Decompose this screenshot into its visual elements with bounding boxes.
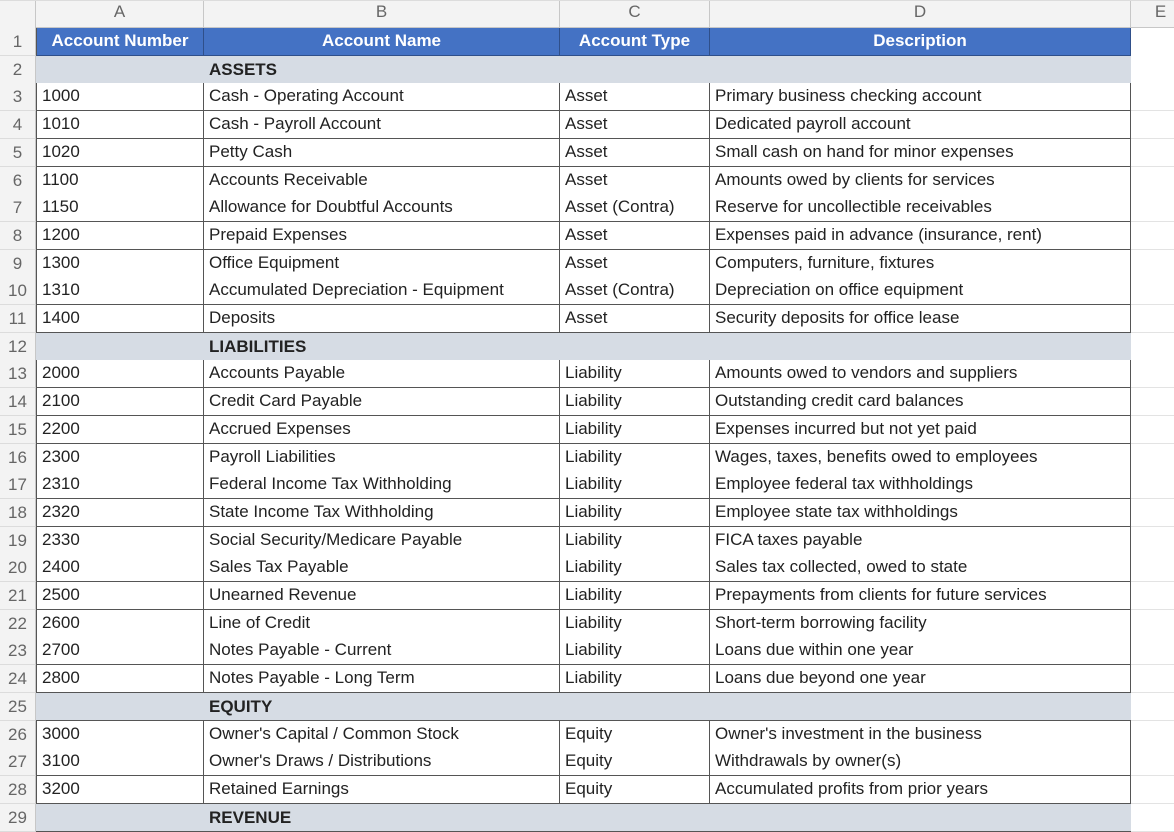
account-type-cell[interactable]: Equity: [560, 776, 710, 804]
row-number[interactable]: 29: [0, 804, 36, 832]
row-number[interactable]: 15: [0, 416, 36, 444]
account-type-cell[interactable]: Liability: [560, 360, 710, 388]
column-header-a[interactable]: A: [36, 1, 204, 29]
account-name-cell[interactable]: Line of Credit: [204, 610, 560, 638]
account-type-cell[interactable]: Equity: [560, 748, 710, 776]
section-row: [0, 804, 1174, 832]
account-number-cell[interactable]: 2330: [36, 527, 204, 555]
table-row: [0, 582, 1174, 610]
row-number[interactable]: 25: [0, 693, 36, 721]
row-number[interactable]: 11: [0, 305, 36, 333]
empty-cell[interactable]: [1131, 721, 1174, 749]
account-number-cell[interactable]: 3000: [36, 721, 204, 749]
row-number[interactable]: 20: [0, 554, 36, 582]
account-name-cell[interactable]: Office Equipment: [204, 250, 560, 278]
table-row: [0, 388, 1174, 416]
account-type-cell[interactable]: Asset: [560, 222, 710, 250]
empty-cell[interactable]: [1131, 693, 1174, 721]
account-type-cell[interactable]: Asset: [560, 83, 710, 111]
table-row: [0, 222, 1174, 250]
account-number-cell[interactable]: 1310: [36, 277, 204, 305]
description-cell[interactable]: Primary business checking account: [710, 83, 1131, 111]
account-name-cell[interactable]: Deposits: [204, 305, 560, 333]
description-cell[interactable]: Withdrawals by owner(s): [710, 748, 1131, 776]
account-type-cell[interactable]: Asset (Contra): [560, 277, 710, 305]
table-row: [0, 776, 1174, 804]
description-cell[interactable]: Reserve for uncollectible receivables: [710, 194, 1131, 222]
description-cell[interactable]: Wages, taxes, benefits owed to employees: [710, 444, 1131, 472]
account-number-cell[interactable]: 3100: [36, 748, 204, 776]
empty-cell[interactable]: [1131, 444, 1174, 472]
table-row: [0, 748, 1174, 776]
empty-cell[interactable]: [1131, 665, 1174, 693]
table-row: [0, 637, 1174, 665]
description-cell[interactable]: Small cash on hand for minor expenses: [710, 139, 1131, 167]
table-row: [0, 499, 1174, 527]
account-name-cell[interactable]: Allowance for Doubtful Accounts: [204, 194, 560, 222]
row-number[interactable]: 10: [0, 277, 36, 305]
column-header-e[interactable]: E: [1131, 1, 1174, 29]
header-account-name[interactable]: Account Name: [204, 28, 560, 56]
row-number[interactable]: 7: [0, 194, 36, 222]
select-all-corner[interactable]: [0, 1, 36, 29]
empty-cell[interactable]: [1131, 277, 1174, 305]
account-type-cell[interactable]: Liability: [560, 637, 710, 665]
empty-cell[interactable]: [1131, 748, 1174, 776]
empty-cell[interactable]: [1131, 388, 1174, 416]
account-name-cell[interactable]: Notes Payable - Long Term: [204, 665, 560, 693]
section-cell-blank[interactable]: [36, 56, 204, 84]
account-number-cell[interactable]: 2600: [36, 610, 204, 638]
empty-cell[interactable]: [1131, 637, 1174, 665]
empty-cell[interactable]: [1131, 56, 1174, 84]
empty-cell[interactable]: [1131, 582, 1174, 610]
account-type-cell[interactable]: Liability: [560, 471, 710, 499]
table-row: [0, 444, 1174, 472]
account-number-cell[interactable]: 1200: [36, 222, 204, 250]
row-number[interactable]: 22: [0, 610, 36, 638]
account-number-cell[interactable]: 2310: [36, 471, 204, 499]
empty-cell[interactable]: [1131, 305, 1174, 333]
account-number-cell[interactable]: 1150: [36, 194, 204, 222]
row-number[interactable]: 1: [0, 28, 36, 56]
description-cell[interactable]: Prepayments from clients for future services: [710, 582, 1131, 610]
account-name-cell[interactable]: Accrued Expenses: [204, 416, 560, 444]
row-number[interactable]: 5: [0, 139, 36, 167]
column-header-d[interactable]: D: [710, 1, 1131, 29]
table-row: [0, 277, 1174, 305]
empty-cell[interactable]: [1131, 610, 1174, 638]
description-cell[interactable]: Employee state tax withholdings: [710, 499, 1131, 527]
section-title[interactable]: ASSETS: [204, 56, 1131, 84]
account-number-cell[interactable]: 1300: [36, 250, 204, 278]
row-number[interactable]: 9: [0, 250, 36, 278]
row-number[interactable]: 18: [0, 499, 36, 527]
account-type-cell[interactable]: Liability: [560, 444, 710, 472]
account-name-cell[interactable]: Accounts Receivable: [204, 167, 560, 195]
row-number[interactable]: 4: [0, 111, 36, 139]
account-type-cell[interactable]: Liability: [560, 527, 710, 555]
description-cell[interactable]: Outstanding credit card balances: [710, 388, 1131, 416]
account-number-cell[interactable]: 2800: [36, 665, 204, 693]
account-type-cell[interactable]: Asset: [560, 167, 710, 195]
account-number-cell[interactable]: 1000: [36, 83, 204, 111]
description-cell[interactable]: Loans due within one year: [710, 637, 1131, 665]
column-header-b[interactable]: B: [204, 1, 560, 29]
header-account-type[interactable]: Account Type: [560, 28, 710, 56]
empty-cell[interactable]: [1131, 804, 1174, 832]
account-number-cell[interactable]: 1400: [36, 305, 204, 333]
table-row: [0, 167, 1174, 195]
table-row: [0, 471, 1174, 499]
row-number[interactable]: 24: [0, 665, 36, 693]
table-row: [0, 665, 1174, 693]
row-number[interactable]: 28: [0, 776, 36, 804]
row-number[interactable]: 3: [0, 83, 36, 111]
empty-cell[interactable]: [1131, 527, 1174, 555]
row-number[interactable]: 2: [0, 56, 36, 84]
row-number[interactable]: 8: [0, 222, 36, 250]
table-row: [0, 721, 1174, 749]
account-type-cell[interactable]: Asset: [560, 305, 710, 333]
description-cell[interactable]: Security deposits for office lease: [710, 305, 1131, 333]
account-type-cell[interactable]: Liability: [560, 582, 710, 610]
empty-cell[interactable]: [1131, 139, 1174, 167]
description-cell[interactable]: Sales tax collected, owed to state: [710, 554, 1131, 582]
table-row: [0, 527, 1174, 555]
description-cell[interactable]: Expenses paid in advance (insurance, rent): [710, 222, 1131, 250]
account-type-cell[interactable]: Liability: [560, 416, 710, 444]
row-number[interactable]: 14: [0, 388, 36, 416]
table-row: [0, 83, 1174, 111]
table-row: [0, 305, 1174, 333]
description-cell[interactable]: Depreciation on office equipment: [710, 277, 1131, 305]
account-number-cell[interactable]: 2000: [36, 360, 204, 388]
account-name-cell[interactable]: Prepaid Expenses: [204, 222, 560, 250]
row-number[interactable]: 19: [0, 527, 36, 555]
account-name-cell[interactable]: Owner's Draws / Distributions: [204, 748, 560, 776]
account-name-cell[interactable]: Petty Cash: [204, 139, 560, 167]
empty-cell[interactable]: [1131, 499, 1174, 527]
table-row: [0, 416, 1174, 444]
account-number-cell[interactable]: 2100: [36, 388, 204, 416]
row-number[interactable]: 21: [0, 582, 36, 610]
account-number-cell[interactable]: 3200: [36, 776, 204, 804]
empty-cell[interactable]: [1131, 554, 1174, 582]
account-number-cell[interactable]: 1100: [36, 167, 204, 195]
account-number-cell[interactable]: 2320: [36, 499, 204, 527]
empty-cell[interactable]: [1131, 416, 1174, 444]
row-number[interactable]: 12: [0, 333, 36, 361]
account-name-cell[interactable]: Owner's Capital / Common Stock: [204, 721, 560, 749]
section-row: [0, 693, 1174, 721]
account-name-cell[interactable]: Retained Earnings: [204, 776, 560, 804]
table-row: [0, 139, 1174, 167]
table-row: [0, 111, 1174, 139]
account-type-cell[interactable]: Asset (Contra): [560, 194, 710, 222]
description-cell[interactable]: Owner's investment in the business: [710, 721, 1131, 749]
account-name-cell[interactable]: State Income Tax Withholding: [204, 499, 560, 527]
empty-cell[interactable]: [1131, 776, 1174, 804]
account-type-cell[interactable]: Liability: [560, 554, 710, 582]
description-cell[interactable]: Accumulated profits from prior years: [710, 776, 1131, 804]
section-row: [0, 333, 1174, 361]
table-row: [0, 250, 1174, 278]
description-cell[interactable]: Short-term borrowing facility: [710, 610, 1131, 638]
row-number[interactable]: 23: [0, 637, 36, 665]
section-row: [0, 56, 1174, 84]
account-number-cell[interactable]: 2400: [36, 554, 204, 582]
row-number[interactable]: 16: [0, 444, 36, 472]
empty-cell[interactable]: [1131, 360, 1174, 388]
account-number-cell[interactable]: 2500: [36, 582, 204, 610]
row-number[interactable]: 26: [0, 721, 36, 749]
column-header-bar: [0, 0, 1174, 28]
section-cell-blank[interactable]: [36, 693, 204, 721]
description-cell[interactable]: Dedicated payroll account: [710, 111, 1131, 139]
account-number-cell[interactable]: 1020: [36, 139, 204, 167]
table-row: [0, 610, 1174, 638]
account-type-cell[interactable]: Liability: [560, 610, 710, 638]
row-number[interactable]: 13: [0, 360, 36, 388]
account-name-cell[interactable]: Cash - Payroll Account: [204, 111, 560, 139]
account-number-cell[interactable]: 2700: [36, 637, 204, 665]
account-number-cell[interactable]: 2300: [36, 444, 204, 472]
section-title[interactable]: EQUITY: [204, 693, 1131, 721]
description-cell[interactable]: Computers, furniture, fixtures: [710, 250, 1131, 278]
header-description[interactable]: Description: [710, 28, 1131, 56]
description-cell[interactable]: Employee federal tax withholdings: [710, 471, 1131, 499]
account-type-cell[interactable]: Liability: [560, 388, 710, 416]
row-number[interactable]: 17: [0, 471, 36, 499]
account-type-cell[interactable]: Asset: [560, 111, 710, 139]
account-name-cell[interactable]: Social Security/Medicare Payable: [204, 527, 560, 555]
header-account-number[interactable]: Account Number: [36, 28, 204, 56]
account-type-cell[interactable]: Liability: [560, 665, 710, 693]
account-name-cell[interactable]: Federal Income Tax Withholding: [204, 471, 560, 499]
column-header-c[interactable]: C: [560, 1, 710, 29]
account-name-cell[interactable]: Notes Payable - Current: [204, 637, 560, 665]
description-cell[interactable]: FICA taxes payable: [710, 527, 1131, 555]
account-type-cell[interactable]: Asset: [560, 139, 710, 167]
account-name-cell[interactable]: Payroll Liabilities: [204, 444, 560, 472]
description-cell[interactable]: Amounts owed to vendors and suppliers: [710, 360, 1131, 388]
table-row: [0, 554, 1174, 582]
account-name-cell[interactable]: Sales Tax Payable: [204, 554, 560, 582]
account-name-cell[interactable]: Credit Card Payable: [204, 388, 560, 416]
description-cell[interactable]: Loans due beyond one year: [710, 665, 1131, 693]
description-cell[interactable]: Amounts owed by clients for services: [710, 167, 1131, 195]
description-cell[interactable]: Expenses incurred but not yet paid: [710, 416, 1131, 444]
account-number-cell[interactable]: 2200: [36, 416, 204, 444]
empty-cell[interactable]: [1131, 222, 1174, 250]
table-row: [0, 360, 1174, 388]
table-row: [0, 194, 1174, 222]
row-number[interactable]: 6: [0, 167, 36, 195]
account-name-cell[interactable]: Unearned Revenue: [204, 582, 560, 610]
empty-cell[interactable]: [1131, 471, 1174, 499]
empty-cell[interactable]: [1131, 83, 1174, 111]
section-cell-blank[interactable]: [36, 333, 204, 361]
row-number[interactable]: 27: [0, 748, 36, 776]
account-number-cell[interactable]: 1010: [36, 111, 204, 139]
empty-cell[interactable]: [1131, 250, 1174, 278]
empty-cell[interactable]: [1131, 111, 1174, 139]
account-name-cell[interactable]: Accounts Payable: [204, 360, 560, 388]
section-title[interactable]: REVENUE: [204, 804, 1131, 832]
empty-cell[interactable]: [1131, 194, 1174, 222]
empty-cell[interactable]: [1131, 167, 1174, 195]
account-type-cell[interactable]: Asset: [560, 250, 710, 278]
section-title[interactable]: LIABILITIES: [204, 333, 1131, 361]
section-cell-blank[interactable]: [36, 804, 204, 832]
account-name-cell[interactable]: Accumulated Depreciation - Equipment: [204, 277, 560, 305]
account-name-cell[interactable]: Cash - Operating Account: [204, 83, 560, 111]
empty-cell[interactable]: [1131, 333, 1174, 361]
account-type-cell[interactable]: Liability: [560, 499, 710, 527]
account-type-cell[interactable]: Equity: [560, 721, 710, 749]
header-row: [0, 28, 1174, 56]
